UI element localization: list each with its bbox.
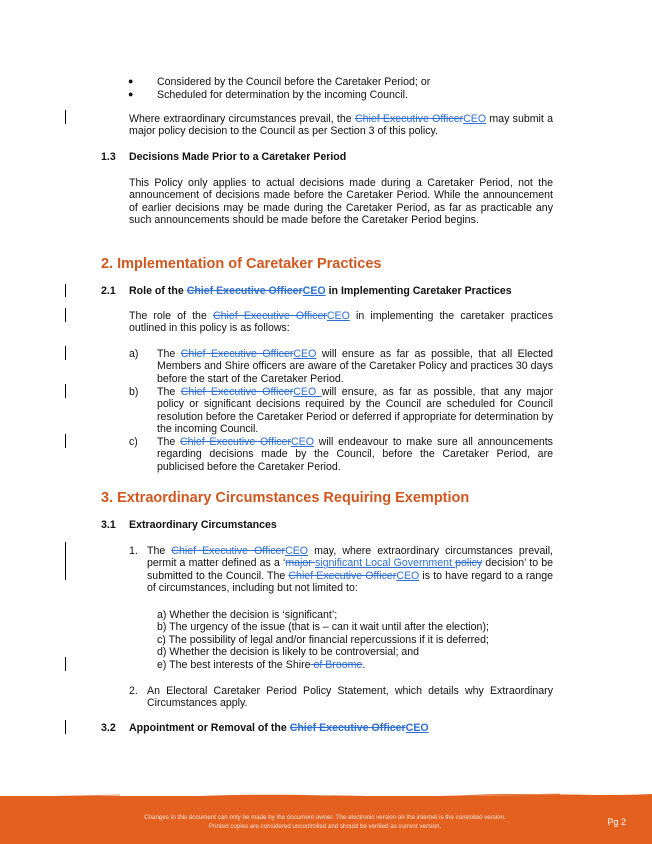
list-item: The Chief Executive OfficerCEO will endeavour to make sure all announcements regarding decisions made by the Council, before the Caretaker Period, are publicised before the Caretaker Period. [157,436,553,473]
list-label: b) [129,386,139,398]
heading-extraordinary: 3. Extraordinary Circumstances Requiring Exemption [101,490,470,506]
list-item: An Electoral Caretaker Period Policy Statement, which details why Extraordinary Circumstances apply. [147,685,553,710]
change-bar [65,434,66,448]
sub-list-item: b) The urgency of the issue (that is – can it wait until after the election); [157,621,489,633]
inserted-text: CEO [302,285,326,297]
list-item: The Chief Executive OfficerCEO may, where extraordinary circumstances prevail, permit a matter defined as a ‘major significant Local Government policy decision’ to be submitted to the Council. The Chief Executive OfficerCEO is to have regard to a range of circumstances, including but not limited to: [147,545,554,595]
deleted-text: Chief Executive Officer [180,386,294,398]
list-number: 2. [129,685,138,697]
inserted-text: CEO [293,386,322,398]
list-item: The Chief Executive OfficerCEO will ensure as far as possible, that all Elected Members and Shire officers are aware of the Caretaker Policy and practices 30 days before the start of the Caretaker Period. [157,348,553,385]
change-bar [65,308,66,322]
sub-list-item: d) Whether the decision is likely to be controversial; and [157,646,420,658]
bullet-icon: ● [128,89,134,99]
deleted-text: Chief Executive Officer [179,436,292,448]
paragraph-1-3: This Policy only applies to actual decisions made during a Caretaker Period, not the announcement of decisions made before the Caretaker Period. While the announcement of earlier decisions may be made during the Caretaker Period, as far as practicable any such announcements should be made before the Caretaker Period begins. [129,177,553,227]
deleted-text: Chief Executive Officer [186,285,303,297]
paragraph-where: Where extraordinary circumstances prevail, the Chief Executive OfficerCEO may submit a major policy decision to the Council as per Section 3 of this policy. [129,113,554,138]
change-bar [65,720,66,734]
page-number: Pg 2 [607,817,626,827]
bullet-icon: ● [128,76,134,86]
paragraph-2-1: The role of the Chief Executive OfficerCEO in implementing the caretaker practices outlined in this policy is as follows: [129,310,553,335]
list-label: a) [129,348,139,360]
deleted-text: Chief Executive Officer [180,348,294,360]
section-heading: Appointment or Removal of the Chief Executive OfficerCEO [129,722,429,734]
deleted-text: Chief Executive Officer [289,722,406,734]
list-label: c) [129,436,138,448]
inserted-text: CEO [326,310,350,322]
change-bar [65,657,66,671]
change-bar [65,110,66,124]
deleted-text: Chief Executive Officer [171,545,286,557]
section-heading: Extraordinary Circumstances [129,519,277,531]
deleted-text: major [285,557,315,570]
bullet-item: Considered by the Council before the Caretaker Period; or [157,76,431,88]
change-bar [65,284,66,297]
deleted-text: policy [455,557,483,570]
inserted-text: CEO [293,348,317,360]
change-bar [65,542,66,580]
list-number: 1. [129,545,138,557]
inserted-text: CEO [285,545,309,557]
inserted-text: CEO [405,722,429,734]
sub-list-item: a) Whether the decision is ‘significant’; [157,609,338,621]
change-bar [65,384,66,398]
inserted-text: CEO [291,436,314,448]
inserted-text: significant Local Government [314,557,456,570]
inserted-text: CEO [396,569,420,582]
section-number: 3.2 [101,722,116,734]
bullet-item: Scheduled for determination by the incoming Council. [157,89,408,101]
section-number: 2.1 [101,285,116,297]
sub-list-item: c) The possibility of legal and/or financial repercussions if it is deferred; [157,634,489,646]
section-heading: Decisions Made Prior to a Caretaker Period [129,151,347,163]
section-number: 3.1 [101,519,116,531]
heading-implementation: 2. Implementation of Caretaker Practices [101,256,382,272]
sub-list-item: e) The best interests of the Shire of Broome. [157,659,366,671]
list-item: The Chief Executive OfficerCEO will ensure, as far as possible, that any major policy or significant decisions required by the Council are scheduled for Council resolution before the Caretaker Period or deferred if appropriate for determination by the incoming Council. [157,386,553,436]
deleted-text: of Broome [310,659,363,671]
change-bar [65,346,66,360]
section-number: 1.3 [101,151,116,163]
deleted-text: Chief Executive Officer [212,310,327,322]
inserted-text: CEO [463,113,487,125]
deleted-text: Chief Executive Officer [354,113,464,125]
section-heading: Role of the Chief Executive OfficerCEO in Implementing Caretaker Practices [129,285,512,297]
deleted-text: Chief Executive Officer [288,569,397,582]
footer-notice: Changes to this document can only be made by the document owner. The electronic version on the internet is the controlled version. Printed copies are considered uncontrolled and should be verified as current version. [144,814,506,830]
